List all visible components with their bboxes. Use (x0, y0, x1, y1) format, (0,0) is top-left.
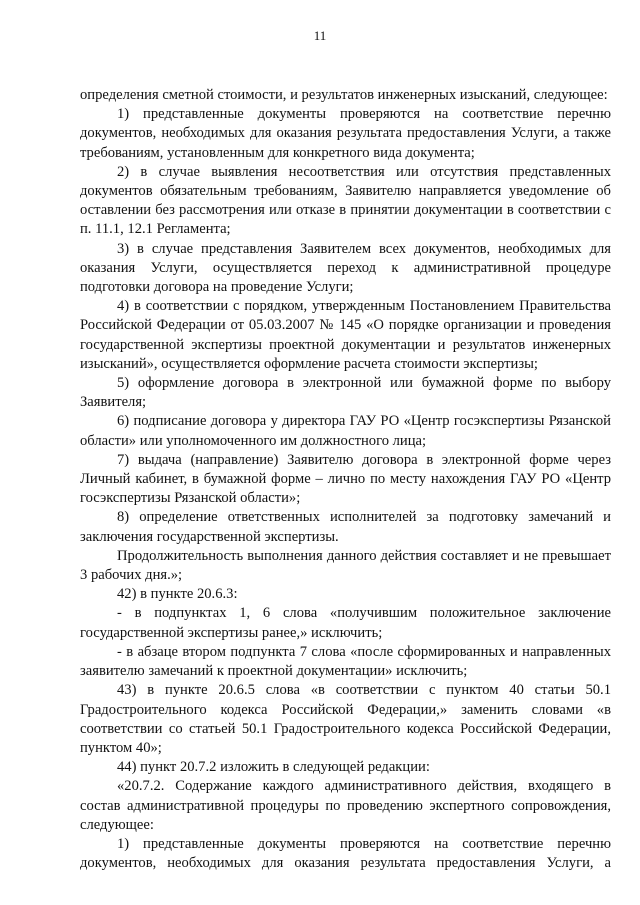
paragraph: 6) подписание договора у директора ГАУ РО «Центр госэкспертизы Рязанской области» или уполномоченного им должностного лица; (80, 413, 611, 449)
paragraph: 3) в случае представления Заявителем всех документов, необходимых для оказания Услуги, осуществляется переход к административной процедуре подготовки договора на проведение Услуги; (80, 240, 611, 296)
paragraph: 4) в соответствии с порядком, утвержденным Постановлением Правительства Российской Федерации от 05.03.2007 № 145 «О порядке организации и проведения государственной экспертизы проектной документации и результатов инженерных изысканий», осуществляется оформление расчета стоимости экспертизы; (80, 298, 611, 372)
paragraph: 1) представленные документы проверяются на соответствие перечню документов, необходимых для оказания результата предоставления Услуги, а также требованиям, установленным для конкретного вида документа; (80, 106, 611, 161)
paragraph: - в подпунктах 1, 6 слова «получившим положительное заключение государственной экспертизы ранее,» исключить; (80, 605, 611, 641)
paragraph: определения сметной стоимости, и результатов инженерных изысканий, следующее: (80, 87, 608, 103)
paragraph: 44) пункт 20.7.2 изложить в следующей редакции: (117, 759, 430, 776)
page-number: 11 (313, 28, 327, 43)
paragraph: 2) в случае выявления несоответствия или отсутствия представленных документов обязательным требованиям, Заявителю направляется уведомление об оставлении без рассмотрения или отказе в принятии документации в соответствии с п. 11.1, 12.1 Регламента; (80, 163, 611, 238)
paragraph: 5) оформление договора в электронной или бумажной форме по выбору Заявителя; (80, 375, 611, 411)
document-body (80, 86, 611, 873)
paragraph: 7) выдача (направление) Заявителю договора в электронной форме через Личный кабинет, в бумажной форме – лично по месту нахождения ГАУ РО «Центр госэкспертизы Рязанской области»; (80, 451, 611, 507)
paragraph: 1) представленные документы проверяются на соответствие перечню документов, необходимых для оказания результата предоставления Услуги, а (80, 835, 611, 872)
paragraph: 43) в пункте 20.6.5 слова «в соответствии с пунктом 40 статьи 50.1 Градостроительного кодекса Российской Федерации,» заменить словами «в соответствии со статьей 50.1 Градостроительного кодекса Российской Федерации, пунктом 40»; (80, 682, 611, 756)
paragraph: 8) определение ответственных исполнителей за подготовку замечаний и заключения государственной экспертизы. (80, 509, 611, 545)
paragraph: 42) в пункте 20.6.3: (117, 586, 238, 603)
paragraph: Продолжительность выполнения данного действия составляет и не превышает 3 рабочих дня.»; (80, 547, 611, 584)
paragraph: «20.7.2. Содержание каждого административного действия, входящего в состав административной процедуры по проведению экспертного сопровождения, следующее: (80, 778, 611, 833)
paragraph: - в абзаце втором подпункта 7 слова «после сформированных и направленных заявителю замечаний к проектной документации» исключить; (80, 643, 611, 680)
